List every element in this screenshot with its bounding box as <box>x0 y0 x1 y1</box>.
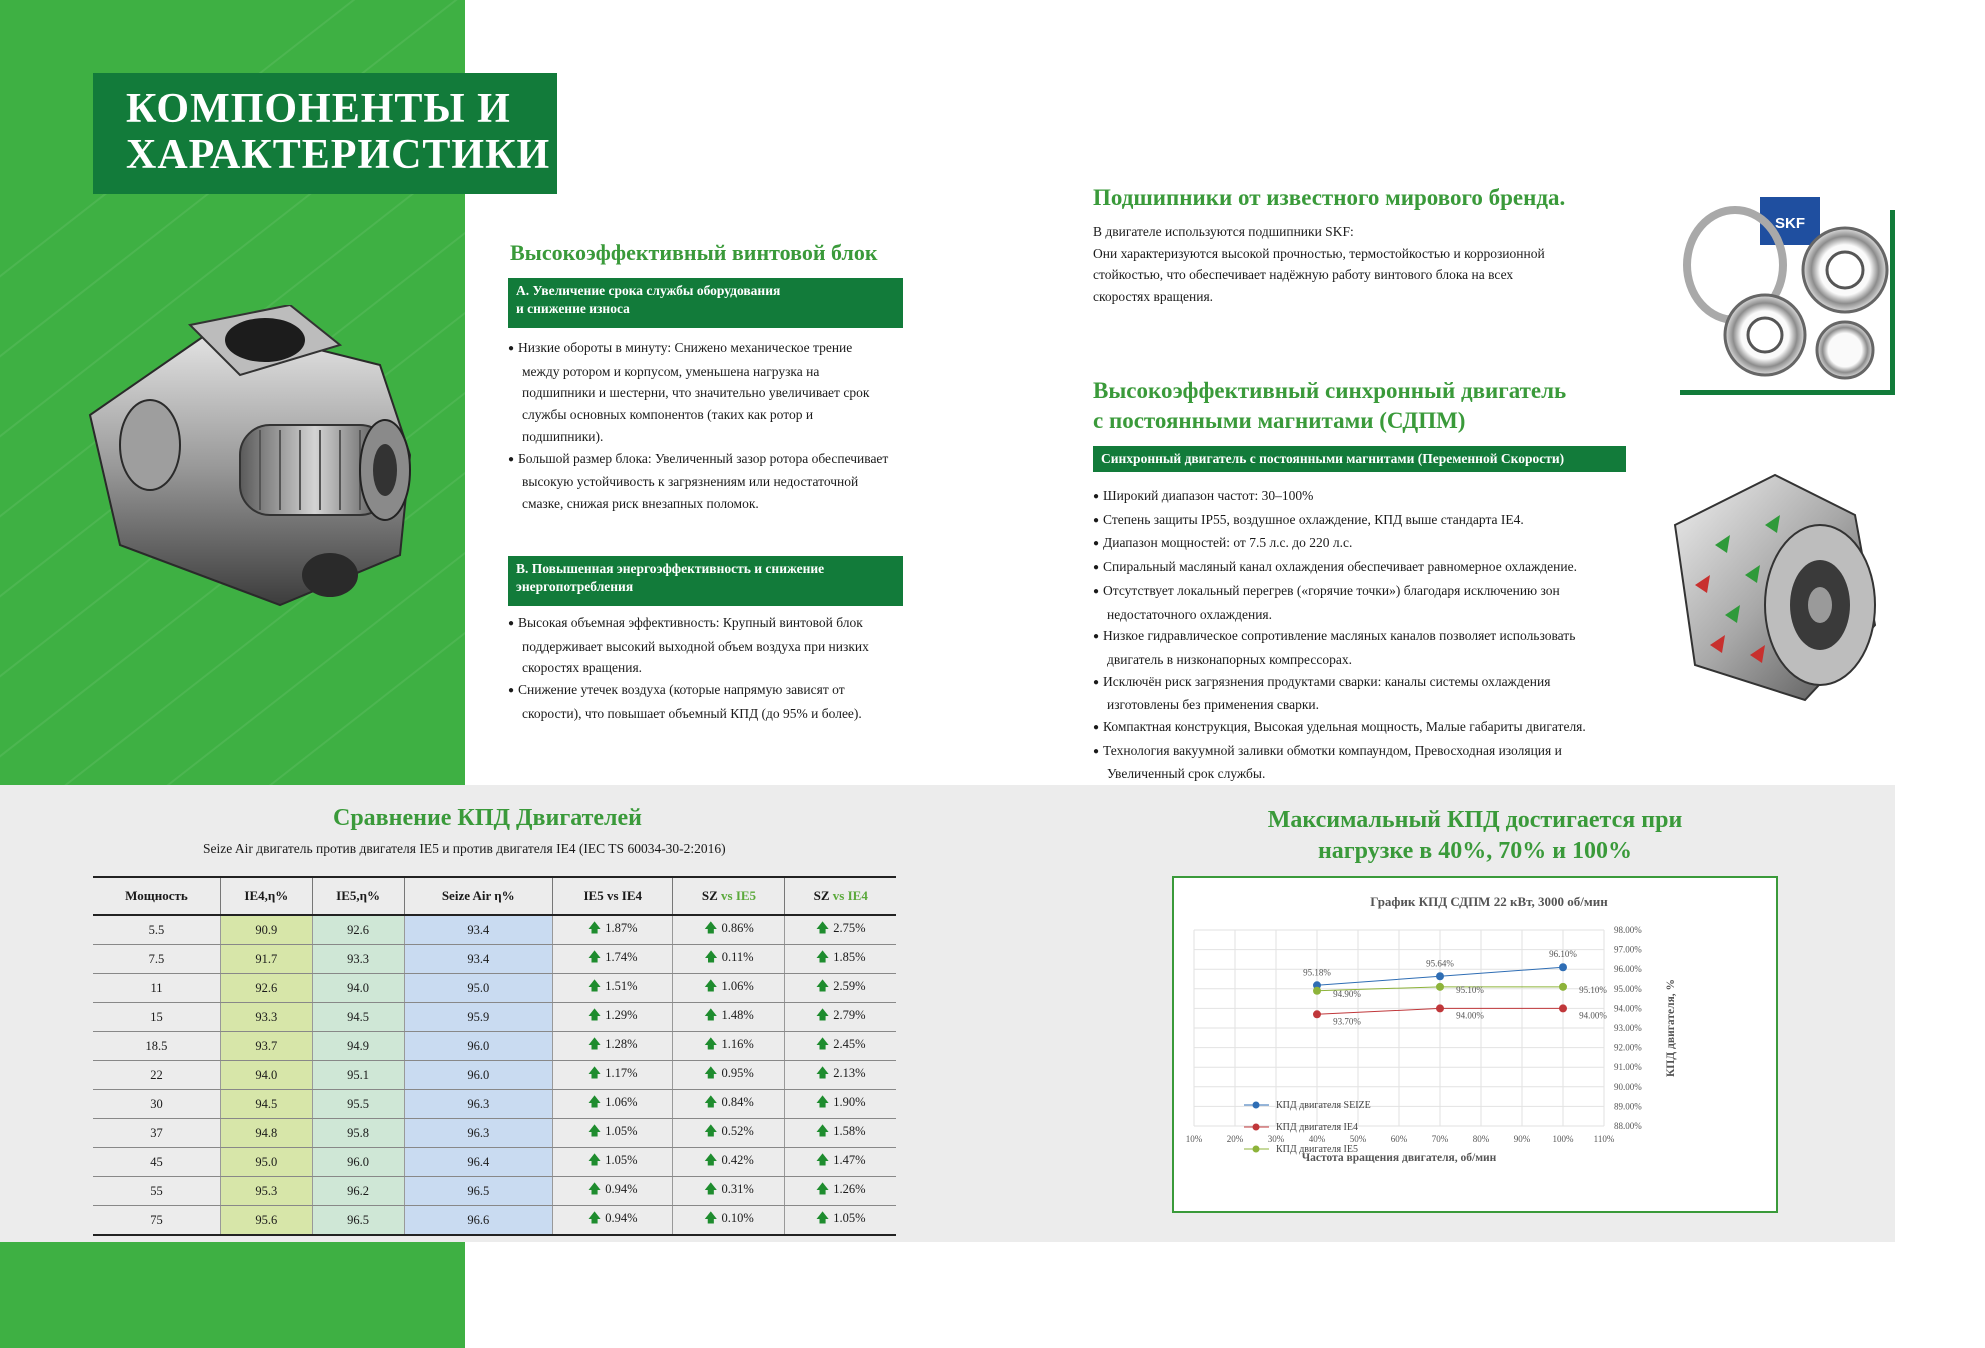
motor-bar: Синхронный двигатель с постоянными магнитами (Переменной Скорости) <box>1093 446 1626 472</box>
motor-feature-item: ● Технология вакуумной заливки обмотки компаундом, Превосходная изоляция и Увеличенный срок службы. <box>1093 740 1623 785</box>
skf-bearings-image <box>1680 185 1895 395</box>
percent-value: 1.06% <box>605 1095 638 1109</box>
x-tick-label: 20% <box>1226 1134 1244 1144</box>
table-cell: 95.6 <box>220 1206 312 1236</box>
table-cell: 96.4 <box>404 1148 553 1177</box>
up-arrow-icon: 🡅 <box>587 978 602 993</box>
percent-value: 1.29% <box>605 1008 638 1022</box>
percent-value: 1.90% <box>833 1095 866 1109</box>
table-cell: 90.9 <box>220 915 312 945</box>
chart-title: График КПД СДПМ 22 кВт, 3000 об/мин <box>1370 894 1608 909</box>
legend-label: КПД двигателя IE4 <box>1276 1122 1358 1133</box>
percent-value: 1.51% <box>605 979 638 993</box>
table-cell <box>553 915 673 945</box>
table-cell: 93.7 <box>220 1032 312 1061</box>
col-header-ie5-vs-ie4: IE5 vs IE4 <box>553 877 673 915</box>
pmsm-motor-image <box>1655 465 1895 710</box>
max-efficiency-heading <box>1245 805 1705 867</box>
up-arrow-icon: 🡅 <box>704 1065 718 1080</box>
data-label: 94.00% <box>1579 1010 1607 1021</box>
table-row <box>93 945 896 974</box>
motor-feature-item: ● Степень защиты IP55, воздушное охлаждение, КПД выше стандарта IE4. <box>1093 509 1623 533</box>
table-cell <box>785 1177 896 1206</box>
up-arrow-icon: 🡅 <box>704 978 718 993</box>
data-point <box>1436 983 1444 991</box>
percent-value: 0.86% <box>721 921 754 935</box>
table-cell <box>785 1090 896 1119</box>
up-arrow-icon: 🡅 <box>704 1123 718 1138</box>
up-arrow-icon: 🡅 <box>587 1123 602 1138</box>
y-tick-label: 97.00% <box>1614 944 1642 955</box>
percent-value: 0.94% <box>605 1182 638 1196</box>
skf-logo-text: SKF <box>1775 215 1805 232</box>
table-cell <box>785 1032 896 1061</box>
percent-value: 0.42% <box>721 1153 754 1167</box>
percent-value: 2.75% <box>833 921 866 935</box>
table-cell: 22 <box>93 1061 220 1090</box>
table-cell <box>553 1032 673 1061</box>
table-row <box>93 915 896 945</box>
comparison-subtitle <box>203 838 726 860</box>
percent-value: 1.47% <box>833 1153 866 1167</box>
percent-value: 1.48% <box>721 1008 754 1022</box>
table-cell: 93.3 <box>312 945 404 974</box>
up-arrow-icon: 🡅 <box>587 1152 602 1167</box>
data-label: 95.18% <box>1303 967 1331 978</box>
table-cell <box>553 1090 673 1119</box>
table-cell: 75 <box>93 1206 220 1236</box>
section-b-bar-line1: В. Повышенная энергоэффективность и снижение <box>516 561 825 576</box>
percent-value: 2.45% <box>833 1037 866 1051</box>
table-row <box>93 1177 896 1206</box>
up-arrow-icon: 🡅 <box>815 1036 830 1051</box>
y-tick-label: 94.00% <box>1614 1003 1642 1014</box>
data-point <box>1313 1010 1321 1018</box>
section-a-item: ● Большой размер блока: Увеличенный зазор ротора обеспечивает высокую устойчивость к загрязнениям или недостаточной смазке, снижая риск внезапных поломок. <box>508 448 893 515</box>
screw-compressor-image <box>80 305 490 615</box>
efficiency-chart-frame <box>1172 876 1778 1213</box>
percent-value: 2.59% <box>833 979 866 993</box>
up-arrow-icon: 🡅 <box>587 920 602 935</box>
table-cell <box>553 1003 673 1032</box>
comparison-heading: Сравнение КПД Двигателей <box>333 805 642 831</box>
data-label: 94.00% <box>1456 1010 1484 1021</box>
x-tick-label: 10% <box>1185 1134 1203 1144</box>
y-tick-label: 90.00% <box>1614 1081 1642 1092</box>
table-cell <box>673 945 785 974</box>
table-cell <box>673 1090 785 1119</box>
page-title-box <box>93 73 557 194</box>
percent-value: 1.85% <box>833 950 866 964</box>
x-axis-label: Частота вращения двигателя, об/мин <box>1301 1152 1497 1164</box>
x-tick-label: 60% <box>1390 1134 1408 1144</box>
percent-value: 0.95% <box>721 1066 754 1080</box>
section-b-item: ● Высокая объемная эффективность: Крупный винтовой блок поддерживает высокий выходной объем воздуха при низких скоростях вращения. <box>508 612 893 679</box>
table-cell: 18.5 <box>93 1032 220 1061</box>
table-cell: 96.5 <box>404 1177 553 1206</box>
y-tick-label: 98.00% <box>1614 925 1642 935</box>
bearings-line: Они характеризуются высокой прочностью, термостойкостью и коррозионной <box>1093 245 1545 261</box>
y-tick-label: 95.00% <box>1614 983 1642 994</box>
section-a-bar <box>508 278 903 328</box>
table-cell: 95.3 <box>220 1177 312 1206</box>
table-cell <box>673 1206 785 1236</box>
percent-value: 0.31% <box>721 1182 754 1196</box>
col-header-sz-label: SZ <box>813 888 830 903</box>
legend-marker <box>1253 1102 1260 1109</box>
legend-label: КПД двигателя SEIZE <box>1276 1100 1371 1111</box>
table-cell: 92.6 <box>312 915 404 945</box>
table-cell <box>785 915 896 945</box>
table-cell: 11 <box>93 974 220 1003</box>
percent-value: 1.28% <box>605 1037 638 1051</box>
col-header-power: Мощность <box>93 877 220 915</box>
table-cell: 95.9 <box>404 1003 553 1032</box>
table-cell: 94.9 <box>312 1032 404 1061</box>
table-row <box>93 1206 896 1236</box>
table-cell: 93.4 <box>404 915 553 945</box>
percent-value: 1.06% <box>721 979 754 993</box>
up-arrow-icon: 🡅 <box>704 1152 718 1167</box>
up-arrow-icon: 🡅 <box>815 920 830 935</box>
up-arrow-icon: 🡅 <box>815 978 830 993</box>
y-tick-label: 88.00% <box>1614 1121 1642 1131</box>
percent-value: 1.05% <box>605 1124 638 1138</box>
legend-marker <box>1253 1146 1260 1153</box>
table-cell: 15 <box>93 1003 220 1032</box>
table-cell <box>553 1119 673 1148</box>
percent-value: 1.17% <box>605 1066 638 1080</box>
data-label: 95.64% <box>1426 958 1454 969</box>
table-cell: 55 <box>93 1177 220 1206</box>
up-arrow-icon: 🡅 <box>587 1181 602 1196</box>
up-arrow-icon: 🡅 <box>815 1065 830 1080</box>
table-row <box>93 1148 896 1177</box>
table-cell: 95.5 <box>312 1090 404 1119</box>
table-cell: 96.0 <box>404 1032 553 1061</box>
data-point <box>1559 983 1567 991</box>
x-tick-label: 80% <box>1472 1134 1490 1144</box>
legend-marker <box>1253 1124 1260 1131</box>
x-tick-label: 30% <box>1267 1134 1285 1144</box>
col-header-ie4: IE4,η% <box>220 877 312 915</box>
table-cell <box>673 1119 785 1148</box>
section-b-item: ● Снижение утечек воздуха (которые напрямую зависят от скорости), что повышает объемный КПД (до 95% и более). <box>508 679 893 724</box>
page-title-line1: КОМПОНЕНТЫ И <box>126 86 511 132</box>
col-header-sz-vs-ie4 <box>785 877 896 915</box>
table-cell <box>553 1206 673 1236</box>
data-label: 95.10% <box>1579 984 1607 995</box>
table-cell <box>785 974 896 1003</box>
section-b-bar-line2: энергопотребления <box>516 579 634 594</box>
efficiency-comparison-table <box>93 876 896 1236</box>
x-tick-label: 100% <box>1552 1134 1574 1144</box>
data-label: 94.90% <box>1333 988 1361 999</box>
percent-value: 0.52% <box>721 1124 754 1138</box>
col-header-vs-ie5-label: vs IE5 <box>721 888 757 903</box>
motor-feature-item: ● Широкий диапазон частот: 30–100% <box>1093 485 1623 509</box>
table-cell: 95.0 <box>220 1148 312 1177</box>
up-arrow-icon: 🡅 <box>587 1094 602 1109</box>
percent-value: 1.16% <box>721 1037 754 1051</box>
table-cell <box>673 1061 785 1090</box>
up-arrow-icon: 🡅 <box>704 1007 718 1022</box>
table-cell <box>553 1061 673 1090</box>
legend-label: КПД двигателя IE5 <box>1276 1144 1358 1155</box>
table-cell: 96.0 <box>312 1148 404 1177</box>
up-arrow-icon: 🡅 <box>815 1210 830 1225</box>
up-arrow-icon: 🡅 <box>815 1007 830 1022</box>
table-cell: 96.5 <box>312 1206 404 1236</box>
bearings-line: В двигателе используются подшипники SKF: <box>1093 224 1354 239</box>
data-point <box>1559 1004 1567 1012</box>
motor-feature-item: ● Спиральный масляный канал охлаждения обеспечивает равномерное охлаждение. <box>1093 556 1623 580</box>
efficiency-line-chart <box>1174 878 1776 1211</box>
up-arrow-icon: 🡅 <box>704 920 718 935</box>
data-label: 93.70% <box>1333 1016 1361 1027</box>
comparison-subtitle-text: Seize Air двигатель против двигателя IE5 и против двигателя IE4 (IEC TS 60034-30-2:2016) <box>203 841 726 856</box>
up-arrow-icon: 🡅 <box>704 949 718 964</box>
x-tick-label: 90% <box>1513 1134 1531 1144</box>
motor-feature-list <box>1093 485 1623 785</box>
motor-heading-line2: с постоянными магнитами (СДПМ) <box>1093 408 1466 433</box>
percent-value: 0.94% <box>605 1211 638 1225</box>
table-cell: 93.4 <box>404 945 553 974</box>
section-a-bar-line2: и снижение износа <box>516 301 630 316</box>
motor-feature-item: ● Отсутствует локальный перегрев («горячие точки») благодаря исключению зон недостаточного охлаждения. <box>1093 580 1623 625</box>
table-cell <box>673 1032 785 1061</box>
section-a-list <box>508 337 893 515</box>
percent-value: 0.11% <box>721 950 754 964</box>
y-tick-label: 96.00% <box>1614 964 1642 975</box>
y-axis-label: КПД двигателя, % <box>1665 978 1677 1078</box>
table-cell: 94.5 <box>312 1003 404 1032</box>
motor-feature-item: ● Низкое гидравлическое сопротивление масляных каналов позволяет использовать двигатель в низконапорных компрессорах. <box>1093 625 1623 670</box>
table-cell <box>785 1148 896 1177</box>
motor-feature-item: ● Исключён риск загрязнения продуктами сварки: каналы системы охлаждения изготовлены без применения сварки. <box>1093 671 1623 716</box>
table-cell <box>785 1003 896 1032</box>
table-cell: 45 <box>93 1148 220 1177</box>
bearings-line: стойкостью, что обеспечивает надёжную работу винтового блока на всех <box>1093 267 1514 283</box>
bearings-line: скоростях вращения. <box>1093 289 1214 305</box>
table-cell <box>785 1206 896 1236</box>
up-arrow-icon: 🡅 <box>587 1210 602 1225</box>
table-cell <box>673 1148 785 1177</box>
motor-feature-item: ● Компактная конструкция, Высокая удельная мощность, Малые габариты двигателя. <box>1093 716 1623 740</box>
percent-value: 1.05% <box>605 1153 638 1167</box>
data-label: 95.10% <box>1456 984 1484 995</box>
col-header-seize: Seize Air η% <box>404 877 553 915</box>
table-cell: 7.5 <box>93 945 220 974</box>
table-row <box>93 1032 896 1061</box>
table-cell <box>553 1148 673 1177</box>
table-cell: 94.8 <box>220 1119 312 1148</box>
up-arrow-icon: 🡅 <box>704 1036 718 1051</box>
table-cell: 94.0 <box>220 1061 312 1090</box>
percent-value: 1.58% <box>833 1124 866 1138</box>
percent-value: 1.26% <box>833 1182 866 1196</box>
col-header-ie5: IE5,η% <box>312 877 404 915</box>
data-point <box>1313 987 1321 995</box>
table-cell: 96.6 <box>404 1206 553 1236</box>
table-row <box>93 1003 896 1032</box>
table-row <box>93 1061 896 1090</box>
table-cell: 96.3 <box>404 1090 553 1119</box>
up-arrow-icon: 🡅 <box>587 1036 602 1051</box>
table-cell: 37 <box>93 1119 220 1148</box>
table-cell <box>785 945 896 974</box>
table-cell: 94.5 <box>220 1090 312 1119</box>
table-row <box>93 974 896 1003</box>
table-cell <box>553 945 673 974</box>
data-label: 96.10% <box>1549 949 1577 960</box>
table-cell: 30 <box>93 1090 220 1119</box>
table-cell: 92.6 <box>220 974 312 1003</box>
col-header-sz-label: SZ <box>701 888 718 903</box>
up-arrow-icon: 🡅 <box>815 1123 830 1138</box>
motor-heading-line1: Высокоэффективный синхронный двигатель <box>1093 378 1567 403</box>
x-tick-label: 70% <box>1431 1134 1449 1144</box>
table-cell: 91.7 <box>220 945 312 974</box>
percent-value: 1.87% <box>605 921 638 935</box>
y-tick-label: 91.00% <box>1614 1062 1642 1073</box>
table-cell <box>673 1003 785 1032</box>
table-cell: 95.0 <box>404 974 553 1003</box>
table-cell <box>785 1119 896 1148</box>
data-point <box>1559 963 1567 971</box>
percent-value: 0.84% <box>721 1095 754 1109</box>
table-cell: 95.1 <box>312 1061 404 1090</box>
percent-value: 1.74% <box>605 950 638 964</box>
table-cell <box>553 974 673 1003</box>
up-arrow-icon: 🡅 <box>587 1065 602 1080</box>
data-point <box>1436 972 1444 980</box>
percent-value: 2.13% <box>833 1066 866 1080</box>
up-arrow-icon: 🡅 <box>815 1152 830 1167</box>
percent-value: 0.10% <box>721 1211 754 1225</box>
table-row <box>93 1119 896 1148</box>
motor-heading <box>1093 376 1566 436</box>
table-cell: 96.3 <box>404 1119 553 1148</box>
up-arrow-icon: 🡅 <box>587 949 602 964</box>
table-cell: 93.3 <box>220 1003 312 1032</box>
percent-value: 2.79% <box>833 1008 866 1022</box>
up-arrow-icon: 🡅 <box>815 949 830 964</box>
x-tick-label: 110% <box>1593 1134 1615 1144</box>
green-bottom-panel <box>0 1242 465 1348</box>
y-tick-label: 89.00% <box>1614 1101 1642 1112</box>
section-a-item: ● Низкие обороты в минуту: Снижено механическое трение между ротором и корпусом, уменьшена нагрузка на подшипники и шестерни, что значительно увеличивает срок службы основных компонентов (таких как ротор и подшипники). <box>508 337 893 448</box>
table-cell <box>673 915 785 945</box>
max-efficiency-heading-line1: Максимальный КПД достигается при <box>1267 807 1683 833</box>
up-arrow-icon: 🡅 <box>815 1181 830 1196</box>
section-a-bar-line1: А. Увеличение срока службы оборудования <box>516 283 781 298</box>
table-cell: 95.8 <box>312 1119 404 1148</box>
table-cell <box>553 1177 673 1206</box>
data-point <box>1436 1004 1444 1012</box>
x-tick-label: 40% <box>1308 1134 1326 1144</box>
col-header-sz-vs-ie5 <box>673 877 785 915</box>
max-efficiency-heading-line2: нагрузке в 40%, 70% и 100% <box>1317 838 1633 864</box>
percent-value: 1.05% <box>833 1211 866 1225</box>
up-arrow-icon: 🡅 <box>704 1181 718 1196</box>
up-arrow-icon: 🡅 <box>704 1094 718 1109</box>
col-header-vs-ie4-label: vs IE4 <box>832 888 868 903</box>
section-b-bar <box>508 556 903 606</box>
table-body <box>93 915 896 1235</box>
section-b-list <box>508 612 893 725</box>
table-cell <box>673 1177 785 1206</box>
table-row <box>93 1090 896 1119</box>
motor-feature-item: ● Диапазон мощностей: от 7.5 л.с. до 220 л.с. <box>1093 532 1623 556</box>
x-tick-label: 50% <box>1349 1134 1367 1144</box>
bearings-description <box>1093 221 1545 308</box>
table-cell <box>785 1061 896 1090</box>
y-tick-label: 92.00% <box>1614 1042 1642 1053</box>
table-cell: 96.0 <box>404 1061 553 1090</box>
up-arrow-icon: 🡅 <box>815 1094 830 1109</box>
table-cell: 94.0 <box>312 974 404 1003</box>
table-cell <box>673 974 785 1003</box>
up-arrow-icon: 🡅 <box>587 1007 602 1022</box>
table-cell: 96.2 <box>312 1177 404 1206</box>
screw-block-heading: Высокоэффективный винтовой блок <box>510 240 878 265</box>
up-arrow-icon: 🡅 <box>704 1210 718 1225</box>
page-title-line2: ХАРАКТЕРИСТИКИ <box>126 132 551 178</box>
y-tick-label: 93.00% <box>1614 1023 1642 1033</box>
bearings-heading: Подшипники от известного мирового бренда. <box>1093 185 1566 210</box>
table-cell: 5.5 <box>93 915 220 945</box>
table-header-row <box>93 877 896 915</box>
